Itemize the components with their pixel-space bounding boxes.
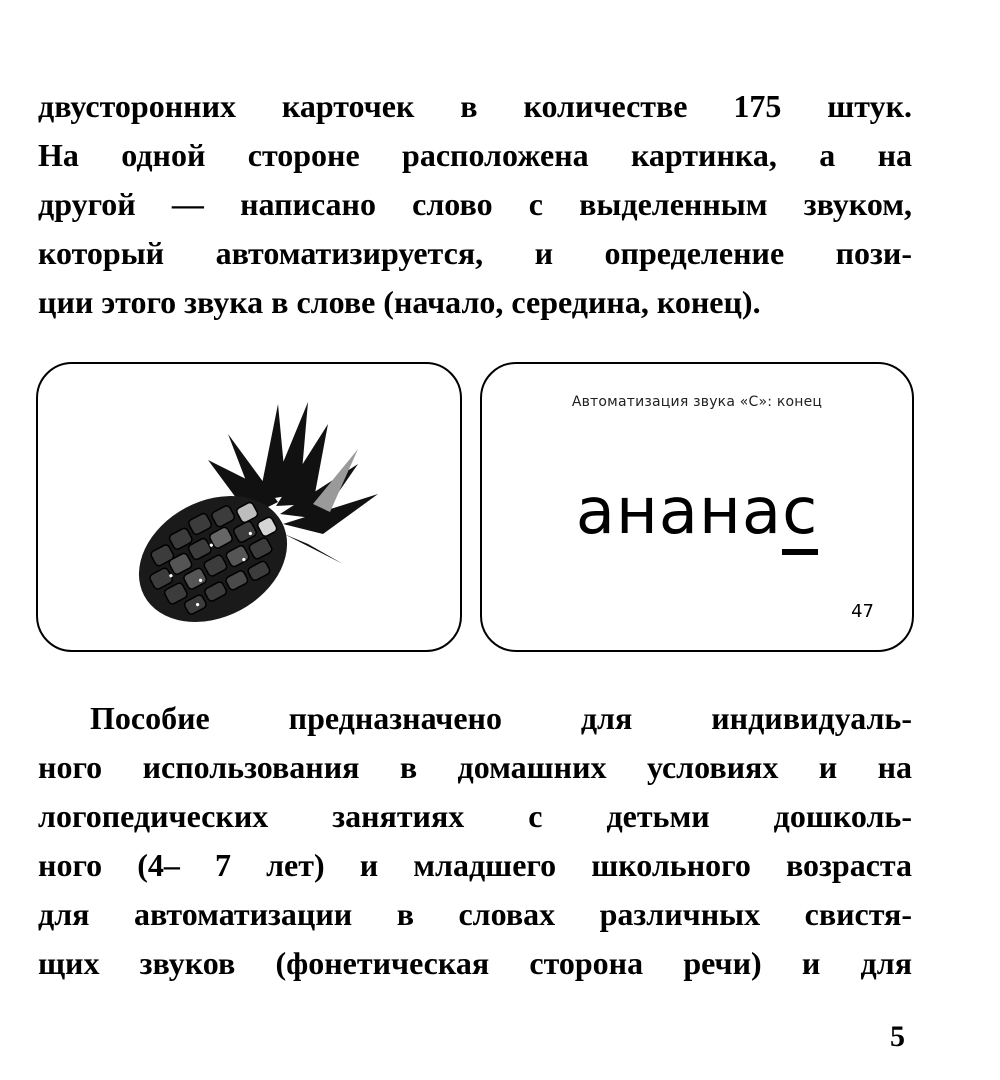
- page-number: 5: [890, 1020, 905, 1053]
- text-line: ного использования в домашних условиях и на: [38, 749, 912, 785]
- word-card: [480, 362, 914, 652]
- card-caption: Автоматизация звука «С»: конец: [571, 394, 823, 410]
- text-line: двусторонних карточек в количестве 175 штук.: [38, 88, 912, 124]
- card-word: [482, 472, 912, 552]
- intro-paragraph: [38, 82, 912, 327]
- word-main: анана: [575, 475, 783, 549]
- text-line: другой — написано слово с выделенным звуком,: [38, 186, 912, 222]
- text-line: логопедических занятиях с детьми дошколь-: [38, 798, 912, 834]
- description-paragraph: [38, 694, 912, 988]
- text-line: который автоматизируется, и определение пози-: [38, 235, 912, 271]
- word-highlight: с: [782, 475, 818, 555]
- text-line: щих звуков (фонетическая сторона речи) и для: [38, 945, 912, 981]
- text-line: Пособие предназначено для индивидуаль-: [90, 700, 912, 736]
- picture-card: [36, 362, 462, 652]
- text-line: для автоматизации в словах различных свистя-: [38, 896, 912, 932]
- pineapple-icon: [108, 394, 408, 624]
- text-line: ного (4– 7 лет) и младшего школьного возраста: [38, 847, 912, 883]
- text-line: На одной стороне расположена картинка, а на: [38, 137, 912, 173]
- text-line: ции этого звука в слове (начало, середина, конец).: [38, 284, 761, 320]
- card-number: 47: [851, 601, 874, 622]
